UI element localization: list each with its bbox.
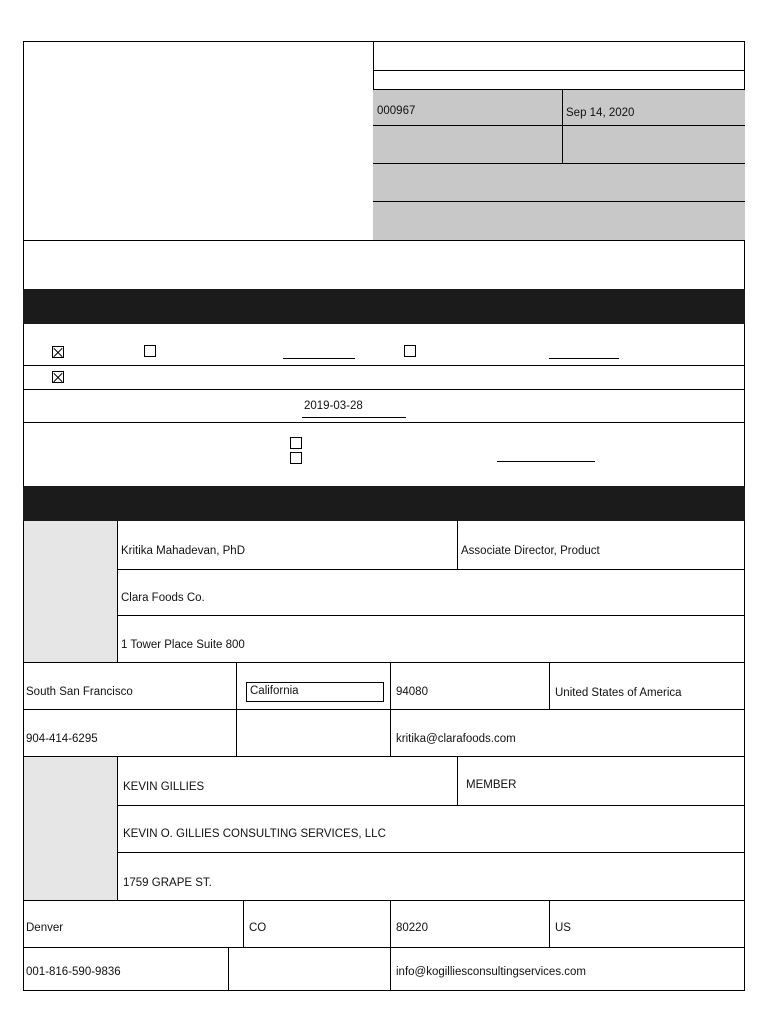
contact2-name[interactable]: KEVIN GILLIES bbox=[123, 781, 205, 793]
header-rule bbox=[373, 201, 745, 202]
contact2-company[interactable]: KEVIN O. GILLIES CONSULTING SERVICES, LLC bbox=[123, 828, 386, 840]
contact1-label-cell bbox=[24, 521, 117, 662]
row-rule bbox=[23, 709, 745, 710]
row-rule bbox=[117, 615, 745, 616]
cell-divider bbox=[390, 900, 391, 991]
checkbox-option-3[interactable] bbox=[404, 345, 416, 357]
contact2-email[interactable]: info@kogilliesconsultingservices.com bbox=[396, 966, 587, 978]
date-field-underline bbox=[302, 417, 406, 418]
contact1-name[interactable]: Kritika Mahadevan, PhD bbox=[121, 545, 246, 557]
section-rule bbox=[23, 240, 745, 241]
cell-divider bbox=[117, 521, 118, 662]
contact2-country[interactable]: US bbox=[555, 922, 571, 934]
checkbox-option-6[interactable] bbox=[290, 452, 302, 464]
section-header-band bbox=[23, 289, 745, 324]
row-rule bbox=[117, 569, 745, 570]
cell-divider bbox=[228, 947, 229, 991]
contact1-company[interactable]: Clara Foods Co. bbox=[121, 592, 205, 604]
header-rule bbox=[373, 163, 745, 164]
document-date: Sep 14, 2020 bbox=[566, 107, 635, 119]
date-field[interactable]: 2019-03-28 bbox=[304, 400, 363, 412]
contact1-state[interactable]: California bbox=[246, 682, 384, 702]
header-gray-block bbox=[373, 89, 745, 240]
blank-line[interactable] bbox=[549, 358, 619, 359]
contact2-title[interactable]: MEMBER bbox=[466, 779, 517, 791]
cell-divider bbox=[549, 900, 550, 947]
header-rule bbox=[373, 125, 745, 126]
contact2-label-cell bbox=[24, 757, 117, 900]
blank-line[interactable] bbox=[497, 461, 595, 462]
row-rule bbox=[23, 900, 745, 901]
contact1-address[interactable]: 1 Tower Place Suite 800 bbox=[121, 639, 245, 651]
header-rule bbox=[373, 70, 745, 71]
section-header-band bbox=[23, 486, 745, 521]
contact1-zip[interactable]: 94080 bbox=[396, 686, 428, 698]
row-rule bbox=[23, 662, 745, 663]
checkbox-option-2[interactable] bbox=[144, 345, 156, 357]
contact1-phone[interactable]: 904-414-6295 bbox=[26, 733, 98, 745]
row-rule bbox=[23, 365, 745, 366]
checkbox-option-4[interactable] bbox=[52, 371, 64, 383]
document-number: 000967 bbox=[377, 105, 416, 117]
cell-divider bbox=[549, 662, 550, 709]
row-rule bbox=[117, 852, 745, 853]
cell-divider bbox=[243, 900, 244, 947]
row-rule bbox=[23, 756, 745, 757]
contact1-title[interactable]: Associate Director, Product bbox=[461, 545, 600, 557]
row-rule bbox=[117, 805, 745, 806]
row-rule bbox=[23, 389, 745, 390]
contact2-zip[interactable]: 80220 bbox=[396, 922, 428, 934]
cell-divider bbox=[117, 756, 118, 900]
contact1-country[interactable]: United States of America bbox=[555, 687, 682, 699]
contact1-city[interactable]: South San Francisco bbox=[26, 686, 133, 698]
checkbox-option-1[interactable] bbox=[52, 346, 64, 358]
contact2-address[interactable]: 1759 GRAPE ST. bbox=[123, 877, 212, 889]
contact2-state[interactable]: CO bbox=[249, 922, 267, 934]
header-cell-divider bbox=[562, 89, 563, 163]
blank-line[interactable] bbox=[283, 358, 355, 359]
contact2-phone[interactable]: 001-816-590-9836 bbox=[26, 966, 121, 978]
row-rule bbox=[23, 422, 745, 423]
header-rule bbox=[373, 89, 745, 90]
contact2-city[interactable]: Denver bbox=[26, 922, 64, 934]
cell-divider bbox=[457, 521, 458, 569]
contact1-email[interactable]: kritika@clarafoods.com bbox=[396, 733, 516, 745]
checkbox-option-5[interactable] bbox=[290, 437, 302, 449]
cell-divider bbox=[457, 756, 458, 805]
row-rule bbox=[23, 947, 745, 948]
